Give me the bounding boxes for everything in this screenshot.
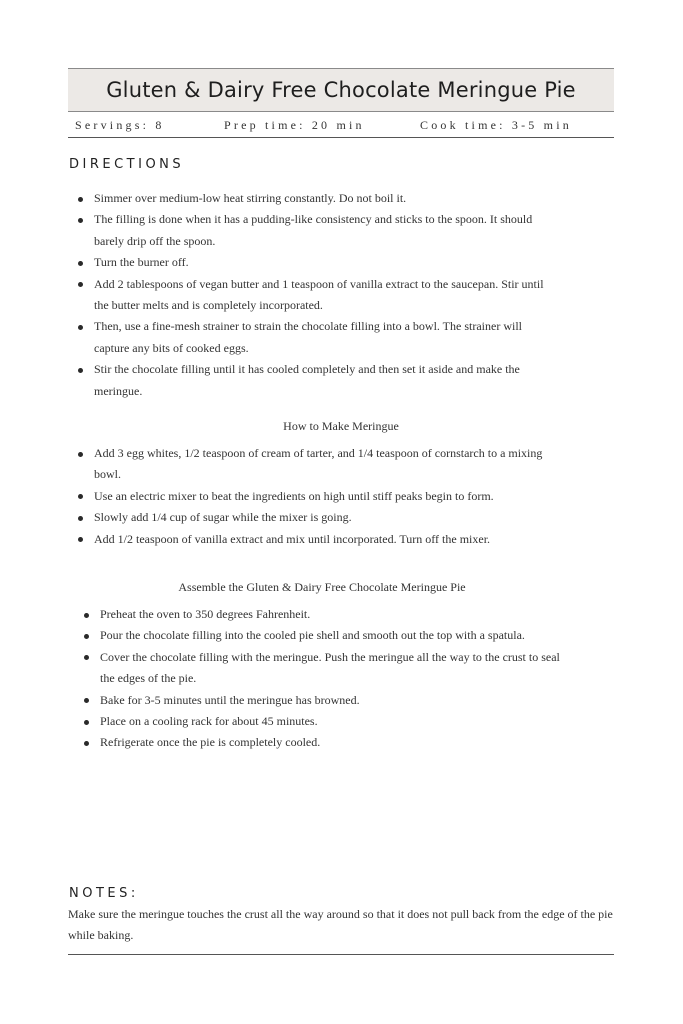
list-item: Add 3 egg whites, 1/2 teaspoon of cream of tarter, and 1/4 teaspoon of cornstarch to a mixing bowl. <box>71 443 549 486</box>
notes-heading: NOTES: <box>69 886 139 901</box>
prep-time: Prep time: 20 min <box>224 118 365 132</box>
directions-list <box>71 188 551 402</box>
cook-time: Cook time: 3-5 min <box>420 118 572 132</box>
bottom-divider <box>68 954 614 955</box>
list-item: Then, use a fine-mesh strainer to strain the chocolate filling into a bowl. The strainer will capture any bits of cooked eggs. <box>71 316 551 359</box>
list-item: Add 2 tablespoons of vegan butter and 1 teaspoon of vanilla extract to the saucepan. Stir until the butter melts and is completely incorporated. <box>71 274 551 317</box>
list-item: Use an electric mixer to beat the ingredients on high until stiff peaks begin to form. <box>71 486 549 507</box>
list-item: Pour the chocolate filling into the cooled pie shell and smooth out the top with a spatula. <box>77 625 577 646</box>
list-item: The filling is done when it has a pudding-like consistency and sticks to the spoon. It should barely drip off the spoon. <box>71 209 551 252</box>
recipe-meta-row <box>68 111 614 138</box>
list-item: Preheat the oven to 350 degrees Fahrenheit. <box>77 604 577 625</box>
notes-text: Make sure the meringue touches the crust all the way around so that it does not pull back from the edge of the pie while baking. <box>68 907 613 943</box>
list-item: Cover the chocolate filling with the meringue. Push the meringue all the way to the crust to seal the edges of the pie. <box>77 647 577 690</box>
list-item: Refrigerate once the pie is completely cooled. <box>77 732 577 753</box>
list-item: Add 1/2 teaspoon of vanilla extract and mix until incorporated. Turn off the mixer. <box>71 529 549 550</box>
list-item: Turn the burner off. <box>71 252 551 273</box>
servings: Servings: 8 <box>75 118 165 132</box>
list-item: Slowly add 1/4 cup of sugar while the mixer is going. <box>71 507 549 528</box>
list-item: Bake for 3-5 minutes until the meringue has browned. <box>77 690 577 711</box>
directions-heading: DIRECTIONS <box>69 157 185 172</box>
assemble-heading: Assemble the Gluten & Dairy Free Chocolate Meringue Pie <box>178 580 466 594</box>
assemble-list <box>77 604 577 754</box>
title-band <box>68 68 614 112</box>
list-item: Stir the chocolate filling until it has cooled completely and then set it aside and make the meringue. <box>71 359 551 402</box>
list-item: Place on a cooling rack for about 45 minutes. <box>77 711 577 732</box>
list-item: Simmer over medium-low heat stirring constantly. Do not boil it. <box>71 188 551 209</box>
meringue-list <box>71 443 549 550</box>
recipe-title: Gluten & Dairy Free Chocolate Meringue Pie <box>106 78 576 102</box>
meringue-heading: How to Make Meringue <box>283 419 399 433</box>
